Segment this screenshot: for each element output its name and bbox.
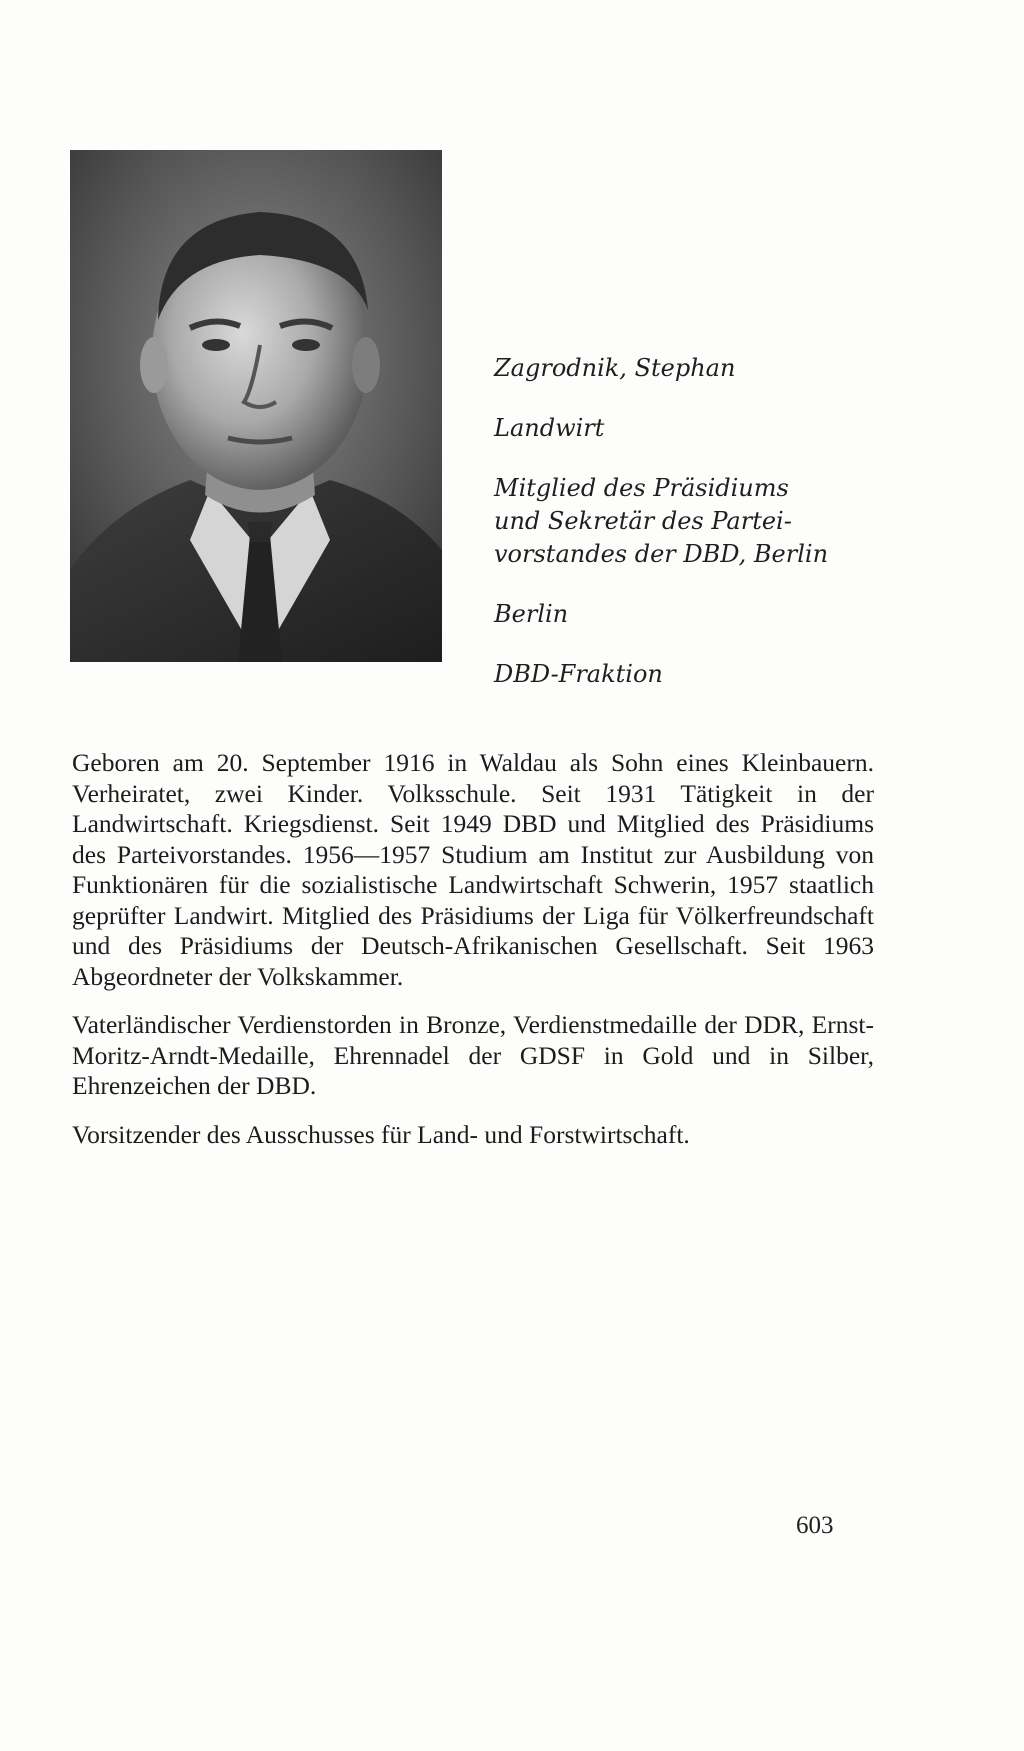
function-line-3: vorstandes der DBD, Berlin [494,540,829,568]
function-line-2: und Sekretär des Partei- [494,507,792,535]
function-line-1: Mitglied des Präsidiums [494,474,789,502]
bio-paragraph-career: Geboren am 20. September 1916 in Waldau als Sohn eines Kleinbauern. Verheiratet, zwei Kinder. Volksschule. Seit 1931 Tätigkeit in der Landwirtschaft. Kriegsdienst. Seit 1949 DBD und Mitglied des Präsidiums des Parteivorstandes. 1956—1957 Studium am Institut zur Ausbildung von Funktionären für die sozialistische Landwirtschaft Schwerin, 1957 staatlich geprüfter Landwirt. Mitglied des Präsidiums der Liga für Völkerfreundschaft und des Präsidiums der Deutsch-Afrikanischen Gesellschaft. Seit 1963 Abgeordneter der Volkskammer. [72,748,874,991]
portrait-photo [70,150,442,662]
portrait-illustration [70,150,442,662]
constituency: Berlin [494,600,569,628]
person-name: Zagrodnik, Stephan [494,354,736,382]
caption-block [494,352,894,691]
page-number: 603 [796,1512,834,1539]
bio-paragraph-committee: Vorsitzender des Ausschusses für Land- und Forstwirtschaft. [72,1119,690,1149]
biography-text [72,748,874,1168]
bio-paragraph-awards: Vaterländischer Verdienstorden in Bronze, Verdienstmedaille der DDR, Ernst-Moritz-Arndt-Medaille, Ehrennadel der GDSF in Gold und in Silber, Ehrenzeichen der DBD. [72,1010,874,1100]
profession: Landwirt [494,414,605,442]
faction: DBD-Fraktion [494,660,663,688]
